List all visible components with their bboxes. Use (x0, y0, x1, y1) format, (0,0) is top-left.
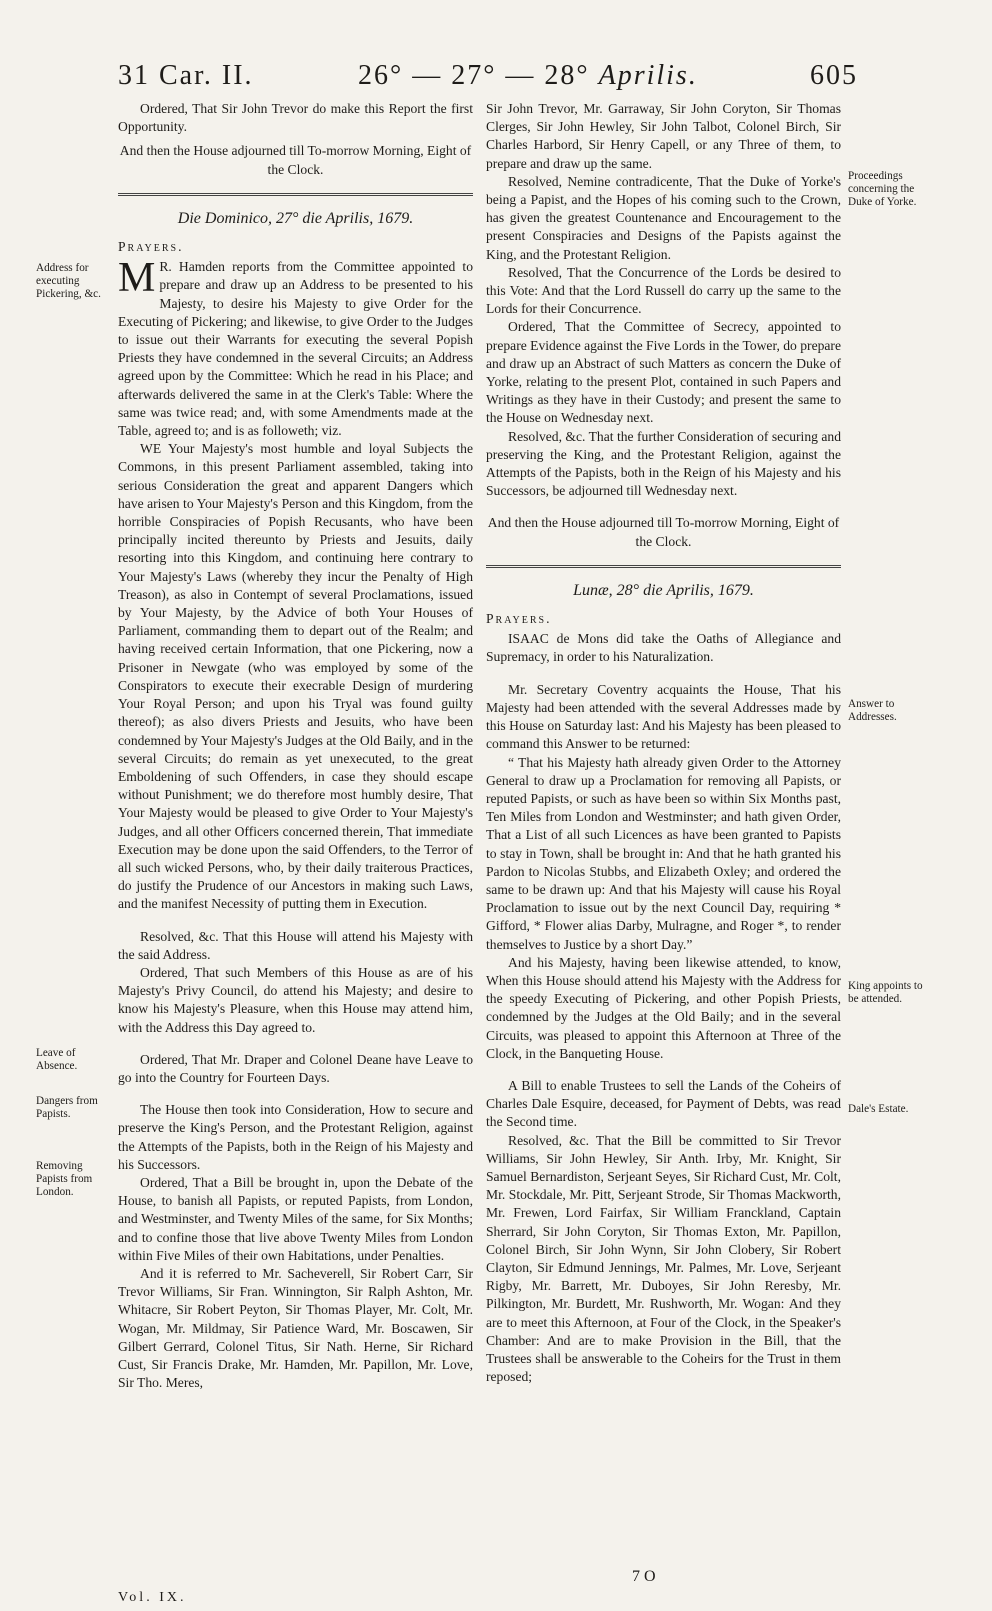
margin-note-address: Address for executing Pickering, &c. (36, 262, 101, 300)
order-privy-council: Ordered, That such Members of this House as are of his Majesty's Privy Council, do attend his Majesty; and desire to know his Majesty's Pleasure, when this House may attend him, with the Address this Day agreed to. (118, 964, 473, 1035)
adjournment-notice-2: And then the House adjourned till To-morrow Morning, Eight of the Clock. (487, 515, 840, 549)
order-trevor-report: Ordered, That Sir John Trevor do make this Report the first Opportunity. (118, 101, 473, 135)
margin-note-proceedings: Proceedings concerning the Duke of Yorke. (848, 170, 917, 208)
signature-mark: 7 O (632, 1568, 656, 1585)
address-text: WE Your Majesty's most humble and loyal Subjects the Commons, in this present Parliament assembled, taking into serious Consideration the great and apparent Dangers which have arisen to Your Majesty's Person and this Kingdom, from the horrible Conspiracies of Popish Recusants, who have been principally incited thereunto by Priests and Jesuits, daily resorting into this Kingdom, and continuing here contrary to Your Majesty's Laws (whereby they incur the Penalty of High Treason), as also in Contempt of several Proclamations, issued by Your Majesty, by the Advice of both Your Houses of Parliament, commanding them to depart out of the Realm; and having received certain Information, that one Pickering, now a Prisoner in Newgate (who was employed by some of the Conspirators to execute their execrable Design of murdering Your Royal Person; and upon his Tryal was found guilty thereof); as also divers Priests and Jesuits, who have been condemned by Your Majesty's Judges at the Old Baily, and in the several Circuits; do remain as yet unexecuted, to the great Emboldening of such Offenders, in case they should escape without Punishment; we do therefore most humbly desire, That Your Majesty would be pleased to give Order to Your Majesty's Judges, and all other Officers concerned therein, That immediate Execution may be done upon the said Offenders, to the Terror of all such wicked Persons, who, by their daily traiterous Practices, do justify the Prudence of our Ancestors in making such Laws, and the manifest Necessity of putting them in Execution. (118, 441, 473, 912)
order-banish-bill: Ordered, That a Bill be brought in, upon the Debate of the House, to banish all Papists, or reputed Papists, from London, and Westminster, and Twenty Miles of the same, for Six Months; and to confine those that live above Twenty Miles from London within Five Miles of their own Habitations, under Penalties. (118, 1174, 473, 1263)
margin-note-king: King appoints to be attended. (848, 980, 923, 1005)
month-label: Aprilis. (598, 60, 698, 91)
header-dates (358, 60, 698, 92)
volume-label: Vol. IX. (118, 1590, 187, 1605)
page-number: 605 (810, 60, 858, 91)
order-leave: Ordered, That Mr. Draper and Colonel Deane have Leave to go into the Country for Fourteen Days. (118, 1051, 473, 1085)
section-divider (118, 193, 473, 196)
resolution-adjourn-consideration: Resolved, &c. That the further Consideration of securing and preserving the King, and the Protestant Religion, against the Attempts of the Papists, both in the Reign of his Majesty and his Successors, be adjourned till Wednesday next. (486, 428, 841, 499)
margin-note-dangers: Dangers from Papists. (36, 1095, 98, 1120)
prayers-label-2: Prayers. (486, 611, 552, 627)
dale-committee: Resolved, &c. That the Bill be committed to Sir Trevor Williams, Sir John Hewley, Sir Anth. Irby, Mr. Knight, Sir Samuel Bernardiston, Serjeant Seyes, Sir Richard Cust, Mr. Colt, Mr. Stockdale, Mr. Pitt, Serjeant Strode, Sir Thomas Mackworth, Mr. Frewen, Lord Fairfax, Sir William Franckland, Captain Sherrard, Sir John Coryton, Sir Thomas Exton, Mr. Papillon, Colonel Birch, Sir John Wynn, Sir John Clobery, Sir Robert Clayton, Sir Edmund Jennings, Mr. Palmes, Mr. Love, Serjeant Rigby, Mr. Barrett, Mr. Duboyes, Sir John Reresby, Mr. Pilkington, Mr. Burdett, Mr. Rushworth, Mr. Wogan: And they are to meet this Afternoon, at Four of the Clock, in the Speaker's Chamber: And are to make Provision in the Bill, that the Trustees shall be answerable to the Coheirs for the Trust in them reposed; (486, 1132, 841, 1385)
reign-label: 31 Car. II. (118, 60, 254, 91)
resolution-lords-concurrence: Resolved, That the Concurrence of the Lords be desired to this Vote: And that the Lord Russell do carry up the same to the Lords for their Concurrence. (486, 264, 841, 317)
hamden-report (118, 255, 473, 440)
resolution-duke-of-yorke: Resolved, Nemine contradicente, That the Duke of Yorke's being a Papist, and the Hopes of his coming such to the Crown, has given the greatest Countenance and Encouragement to the present Conspiracies and Designs of the Papists against the King, and the Protestant Religion. (486, 173, 841, 262)
adjournment-notice: And then the House adjourned till To-morrow Morning, Eight of the Clock. (119, 143, 472, 177)
consideration-papists: The House then took into Consideration, How to secure and preserve the King's Person, and the Protestant Religion, against the Attempts of the Papists, both in the Reign of his Majesty and his Successors. (118, 1102, 473, 1172)
king-answer: “ That his Majesty hath already given Order to the Attorney General to draw up a Proclamation for removing all Papists, or reputed Papists, or such as have been so within Six Months past, Ten Miles from London and Westminster; and hath given Order, That a List of all such Licences as have been granted to Papists to stay in Town, shall be brought in: And that he hath granted his Pardon to Nicolas Stubbs, and Elizabeth Oxley; and ordered the same to be drawn up: And that his Majesty will cause his Royal Proclamation to issue out by the next Council Day, requiring * Gifford, * Flower alias Darby, Mulragne, and Roger *, to render themselves to Justice by a short Day.” (486, 754, 841, 952)
committee-list-continued: Sir John Trevor, Mr. Garraway, Sir John Coryton, Sir Thomas Clerges, Sir John Hewley, Sir John Talbot, Colonel Birch, Sir Charles Harbord, Sir Henry Capell, or any Three of them, to prepare and draw up the same. (486, 101, 841, 171)
naturalization-entry: ISAAC de Mons did take the Oaths of Allegiance and Supremacy, in order to his Naturalization. (486, 631, 841, 665)
drop-cap: M (118, 255, 156, 302)
running-header (118, 60, 858, 102)
margin-note-answer: Answer to Addresses. (848, 698, 897, 723)
margin-note-dale: Dale's Estate. (848, 1103, 909, 1115)
committee-list: And it is referred to Mr. Sacheverell, Sir Robert Carr, Sir Trevor Williams, Sir Fran. Winnington, Sir Ralph Ashton, Mr. Whitacre, Sir Robert Peyton, Sir Thomas Player, Mr. Colt, Mr. Wogan, Mr. Mildmay, Sir Patience Ward, Mr. Boscawen, Sir Gilbert Gerrard, Colonel Titus, Sir Nath. Herne, Sir Richard Cust, Sir Francis Drake, Mr. Hamden, Mr. Papillon, Mr. Love, Sir Tho. Meres, (118, 1265, 473, 1391)
margin-note-leave: Leave of Absence. (36, 1047, 78, 1072)
right-column (486, 100, 841, 1386)
order-committee-secrecy: Ordered, That the Committee of Secrecy, appointed to prepare Evidence against the Five Lords in the Tower, do prepare and draw up an Abstract of such Matters as concern the Duke of Yorke, relating to the present Plot, contained in such Papers and Writings as they have in their Custody; and present the same to the House on Wednesday next. (486, 319, 841, 426)
margin-note-removing: Removing Papists from London. (36, 1160, 93, 1198)
day-heading-2: Lunæ, 28° die Aprilis, 1679. (573, 581, 754, 599)
left-column (118, 100, 473, 1392)
day-heading: Die Dominico, 27° die Aprilis, 1679. (177, 209, 414, 227)
hamden-report-text: R. Hamden reports from the Committee appointed to prepare and draw up an Address to be presented to his Majesty, to desire his Majesty to give Order for the Executing of Pickering; and likewise, to give Order to the Judges to issue out their Warrants for executing the several Popish Priests they have condemned in the several Circuits; an Address agreed upon by the Committee: Which he read in his Place; and afterwards delivered the same in at the Clerk's Table: Where the same was twice read; and, with some Amendments made at the Table, agreed to; and is as followeth; viz. (118, 259, 473, 439)
resolution-attend: Resolved, &c. That this House will attend his Majesty with the said Address. (118, 928, 473, 962)
date-range: 26° — 27° — 28° (358, 60, 590, 91)
dale-bill: A Bill to enable Trustees to sell the Lands of the Coheirs of Charles Dale Esquire, deceased, for Payment of Debts, was read the Second time. (486, 1077, 841, 1130)
prayers-label: Prayers. (118, 239, 184, 255)
king-appointment: And his Majesty, having been likewise attended, to know, When this House should attend his Majesty with the Address for the speedy Executing of Pickering, and other Popish Priests, condemned by the Judges at the Old Baily; and in the several Circuits, was pleased to appoint this Afternoon at Three of the Clock, in the Banqueting House. (486, 954, 841, 1061)
section-divider-2 (486, 565, 841, 568)
coventry-report: Mr. Secretary Coventry acquaints the House, That his Majesty had been attended with the several Addresses made by this House on Saturday last: And his Majesty has been pleased to command this Answer to be returned: (486, 681, 841, 752)
